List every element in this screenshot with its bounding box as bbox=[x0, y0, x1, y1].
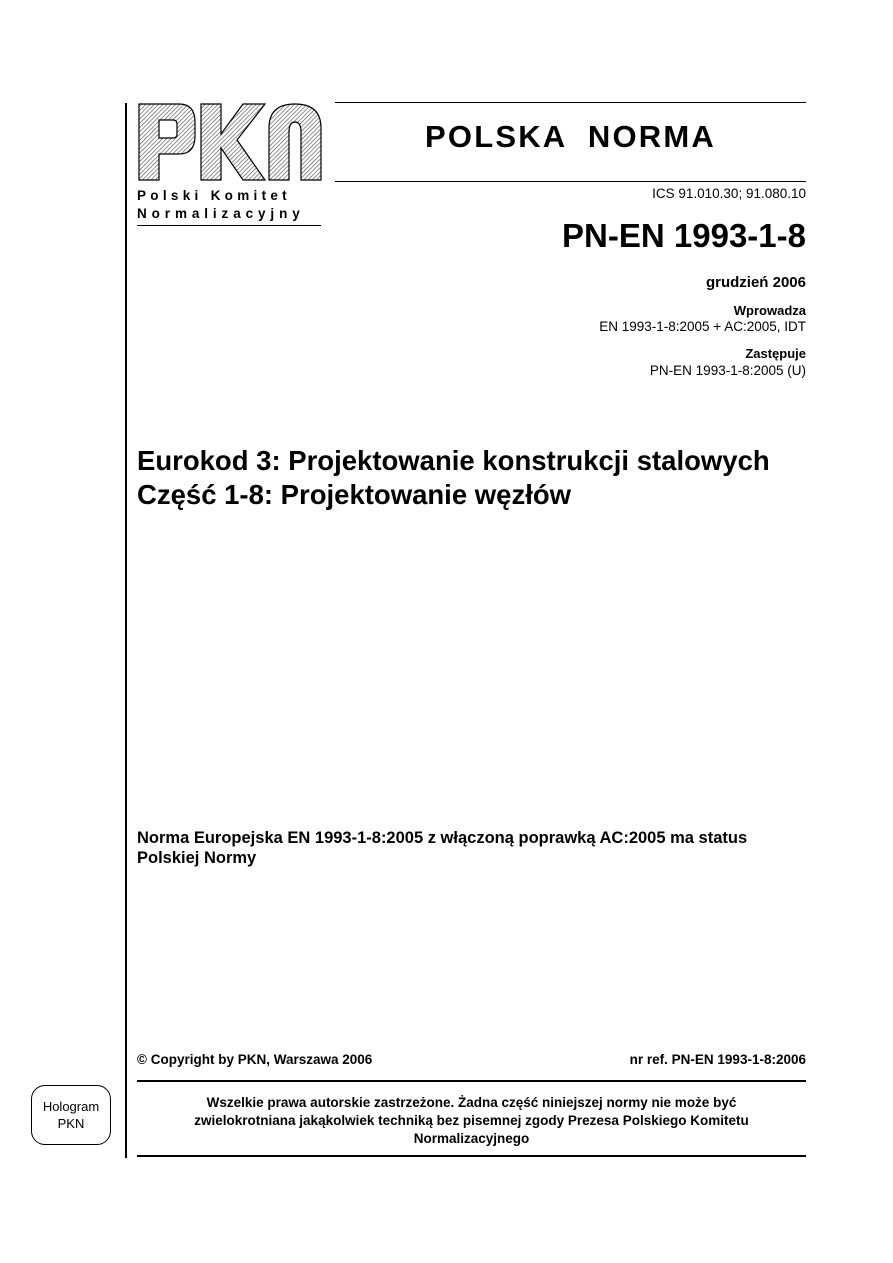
organization-name-line2: Normalizacyjny bbox=[137, 206, 305, 221]
rights-notice bbox=[137, 1094, 806, 1148]
organization-underline bbox=[137, 225, 321, 226]
hologram-label-line2: PKN bbox=[57, 1116, 85, 1131]
hologram-box bbox=[31, 1085, 111, 1145]
status-statement: Norma Europejska EN 1993-1-8:2005 z włączoną poprawką AC:2005 ma status Polskiej Normy bbox=[137, 829, 748, 867]
rights-notice-line2: zwielokrotniana jakąkolwiek techniką bez pisemnej zgody Prezesa Polskiego Komitetu bbox=[194, 1113, 749, 1128]
document-title-line2: Część 1-8: Projektowanie węzłów bbox=[137, 479, 572, 510]
footer-bottom-rule bbox=[137, 1155, 806, 1157]
left-margin-rule bbox=[125, 103, 127, 1158]
introduces-value: EN 1993-1-8:2005 + AC:2005, IDT bbox=[599, 319, 806, 334]
ics-classification: ICS 91.010.30; 91.080.10 bbox=[652, 186, 806, 201]
copyright-notice: © Copyright by PKN, Warszawa 2006 bbox=[137, 1052, 373, 1067]
replaces-label: Zastępuje bbox=[745, 346, 806, 361]
organization-name-line1: Polski Komitet bbox=[137, 188, 291, 203]
introduces-label: Wprowadza bbox=[733, 303, 806, 318]
rights-notice-line3: Normalizacyjnego bbox=[413, 1131, 530, 1146]
document-title-line1: Eurokod 3: Projektowanie konstrukcji stalowych bbox=[137, 445, 770, 476]
hologram-label-line1: Hologram bbox=[42, 1099, 100, 1114]
header-top-rule bbox=[335, 102, 806, 103]
standard-number: PN-EN 1993-1-8 bbox=[562, 217, 806, 254]
reference-number: nr ref. PN-EN 1993-1-8:2006 bbox=[629, 1052, 806, 1067]
pkn-logo bbox=[137, 100, 323, 184]
footer-top-rule bbox=[137, 1080, 806, 1082]
rights-notice-line1: Wszelkie prawa autorskie zastrzeżone. Żadna część niniejszej normy nie może być bbox=[206, 1095, 737, 1110]
pkn-logo-graphic bbox=[137, 100, 323, 184]
replaces-value: PN-EN 1993-1-8:2005 (U) bbox=[649, 363, 806, 378]
header-middle-rule bbox=[335, 181, 806, 182]
document-heading: POLSKA NORMA bbox=[425, 119, 716, 154]
publication-date: grudzień 2006 bbox=[705, 274, 806, 291]
